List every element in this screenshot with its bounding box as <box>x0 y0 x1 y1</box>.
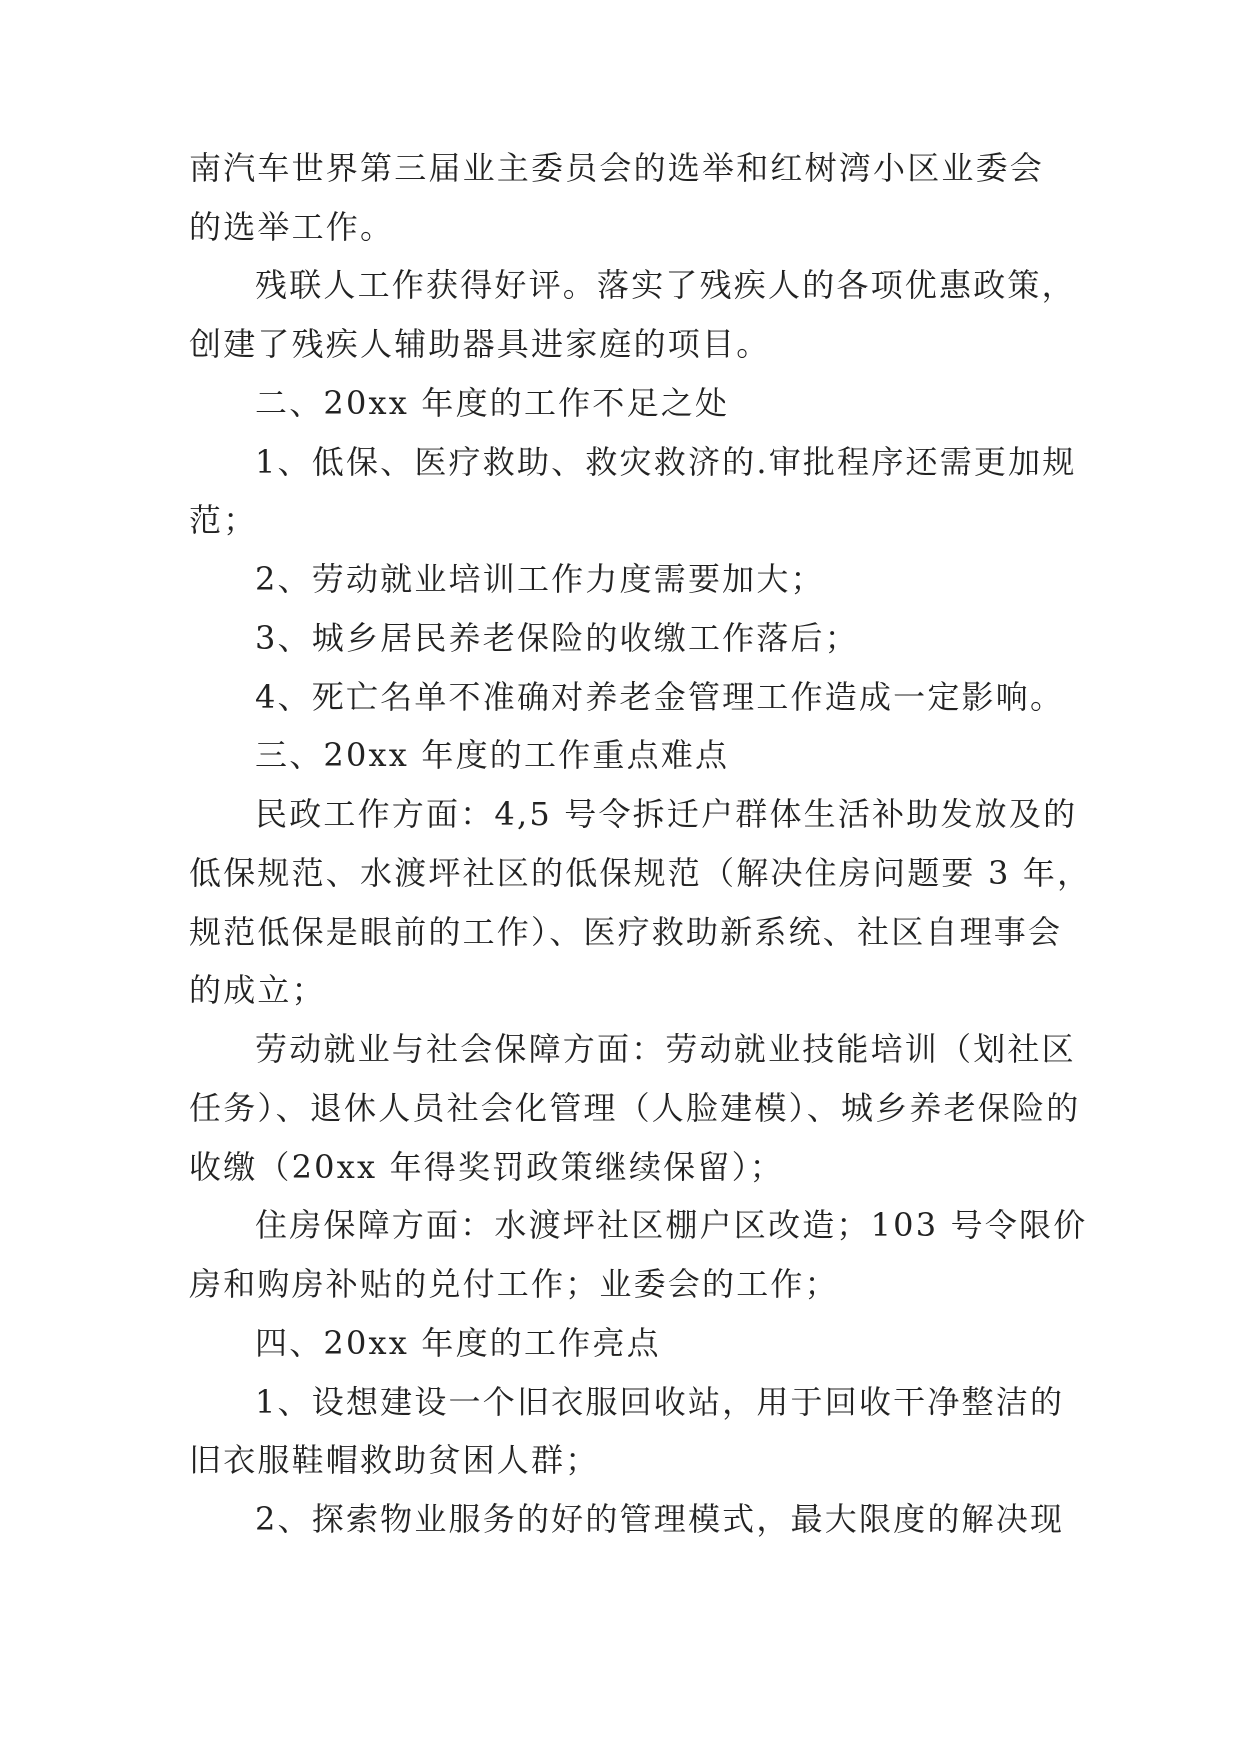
list-item: 4、死亡名单不准确对养老金管理工作造成一定影响。 <box>255 678 1065 716</box>
section-heading: 二、20xx 年度的工作不足之处 <box>255 384 730 422</box>
text-line: 房和购房补贴的兑付工作；业委会的工作； <box>189 1265 839 1303</box>
text-line: 规范低保是眼前的工作）、医疗救助新系统、社区自理事会 <box>189 913 1063 951</box>
text-line: 创建了残疾人辅助器具进家庭的项目。 <box>189 325 771 363</box>
list-item: 2、劳动就业培训工作力度需要加大； <box>255 560 825 598</box>
text-line: 任务）、退休人员社会化管理（人脸建模）、城乡养老保险的 <box>189 1089 1081 1127</box>
list-item: 1、低保、医疗救助、救灾救济的.审批程序还需更加规 <box>255 443 1077 481</box>
paragraph-line: 民政工作方面：4,5 号令拆迁户群体生活补助发放及的 <box>255 795 1078 833</box>
paragraph-line: 劳动就业与社会保障方面：劳动就业技能培训（划社区 <box>255 1030 1076 1068</box>
paragraph-line: 残联人工作获得好评。落实了残疾人的各项优惠政策， <box>255 266 1076 304</box>
text-line: 的成立； <box>189 971 326 1009</box>
text-line: 南汽车世界第三届业主委员会的选举和红树湾小区业委会 <box>189 149 1045 187</box>
list-item: 2、探索物业服务的好的管理模式，最大限度的解决现 <box>255 1500 1065 1538</box>
text-line: 低保规范、水渡坪社区的低保规范（解决住房问题要 3 年， <box>189 854 1092 892</box>
section-heading: 四、20xx 年度的工作亮点 <box>255 1324 661 1362</box>
text-line: 收缴（20xx 年得奖罚政策继续保留）； <box>189 1148 784 1186</box>
text-line: 旧衣服鞋帽救助贫困人群； <box>189 1441 600 1479</box>
list-item: 1、设想建设一个旧衣服回收站，用于回收干净整洁的 <box>255 1383 1065 1421</box>
list-item: 3、城乡居民养老保险的收缴工作落后； <box>255 619 859 657</box>
paragraph-line: 住房保障方面：水渡坪社区棚户区改造；103 号令限价 <box>255 1206 1088 1244</box>
text-line: 范； <box>189 501 258 539</box>
section-heading: 三、20xx 年度的工作重点难点 <box>255 736 730 774</box>
text-line: 的选举工作。 <box>189 208 395 246</box>
